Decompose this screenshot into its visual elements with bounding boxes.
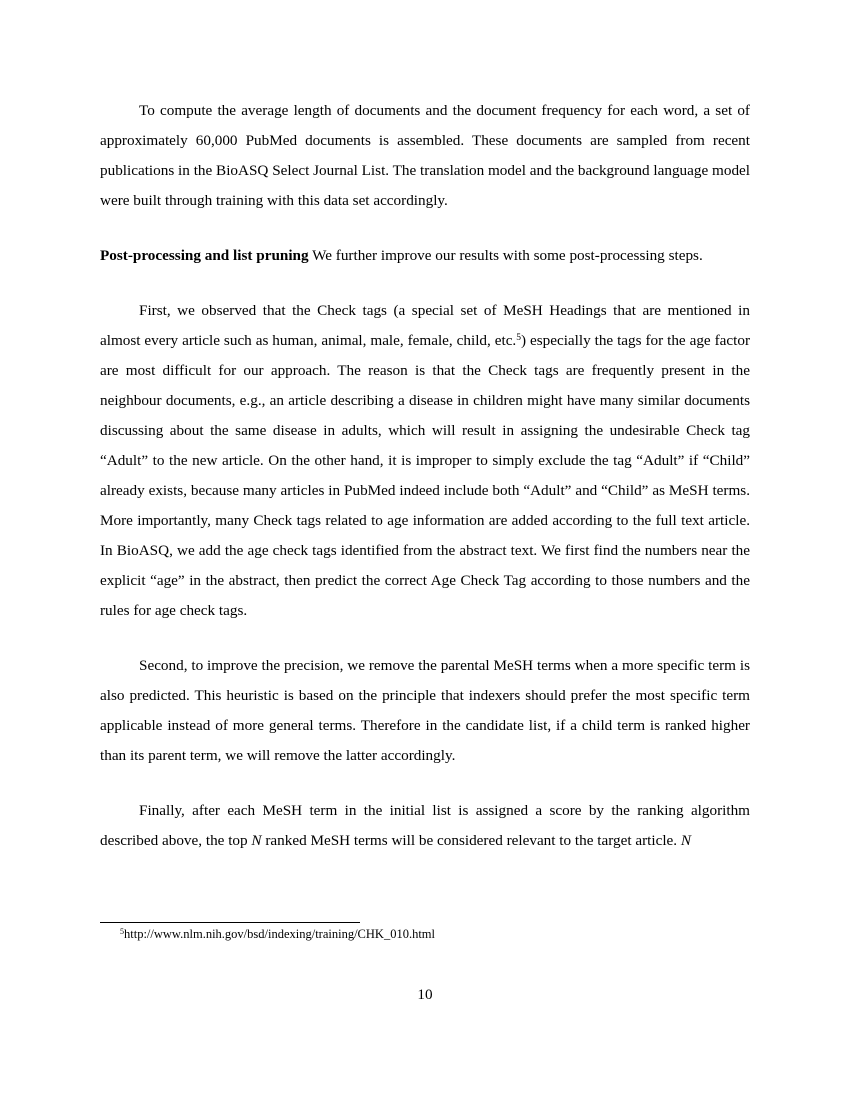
- paragraph-top-n-terms: [100, 796, 750, 856]
- variable-n-end: N: [680, 832, 692, 849]
- paragraph-top-n-text-a: Finally, after each MeSH term in the initial list is assigned a score by the ranking algorithm described above, the top: [100, 802, 750, 849]
- footnote-url[interactable]: http://www.nlm.nih.gov/bsd/indexing/training/CHK_010.html: [124, 927, 435, 941]
- paragraph-check-tags-text-a: First, we observed that the Check tags (a special set of MeSH Headings that are mentioned in almost every article such as human, animal, male, female, child, etc.: [100, 302, 750, 349]
- paragraph-check-tags-text-b: ) especially the tags for the age factor are most difficult for our approach. The reason is that the Check tags are frequently present in the neighbour documents, e.g., an article describing a disease in children might have many similar documents discussing about the same disease in adults, which will result in assigning the undesirable Check tag “Adult” to the new article. On the other hand, it is improper to simply exclude the tag “Adult” if “Child” already exists, because many articles in PubMed indeed include both “Adult” and “Child” as MeSH terms. More importantly, many Check tags related to age information are added according to the full text article. In BioASQ, we add the age check tags identified from the abstract text. We first find the numbers near the explicit “age” in the abstract, then predict the correct Age Check Tag according to those numbers and the rules for age check tags.: [100, 332, 750, 619]
- page-body: [100, 96, 750, 856]
- footnote-divider: [100, 922, 360, 923]
- footnote-mark: 5: [120, 927, 124, 936]
- paragraph-parental-terms: Second, to improve the precision, we remove the parental MeSH terms when a more specific term is also predicted. This heuristic is based on the principle that indexers should prefer the most specific term applicable instead of more general terms. Therefore in the candidate list, if a child term is ranked higher than its parent term, we will remove the latter accordingly.: [100, 657, 750, 764]
- page-number: 10: [417, 986, 433, 1003]
- paragraph-document-statistics: To compute the average length of documents and the document frequency for each word, a set of approximately 60,000 PubMed documents is assembled. These documents are sampled from recent publications in the BioASQ Select Journal List. The translation model and the background language model were built through training with this data set accordingly.: [100, 102, 750, 209]
- paragraph-check-tags: [100, 296, 750, 626]
- section-heading-post-processing: Post-processing and list pruning: [100, 247, 309, 264]
- paragraph-top-n-text-b: ranked MeSH terms will be considered relevant to the target article.: [261, 832, 681, 849]
- paragraph-post-processing: [100, 241, 750, 271]
- variable-n: N: [251, 832, 262, 849]
- footnote: [120, 926, 435, 942]
- paragraph-post-processing-text: We further improve our results with some post-processing steps.: [308, 247, 703, 264]
- footnote-reference-5[interactable]: 5: [516, 333, 521, 343]
